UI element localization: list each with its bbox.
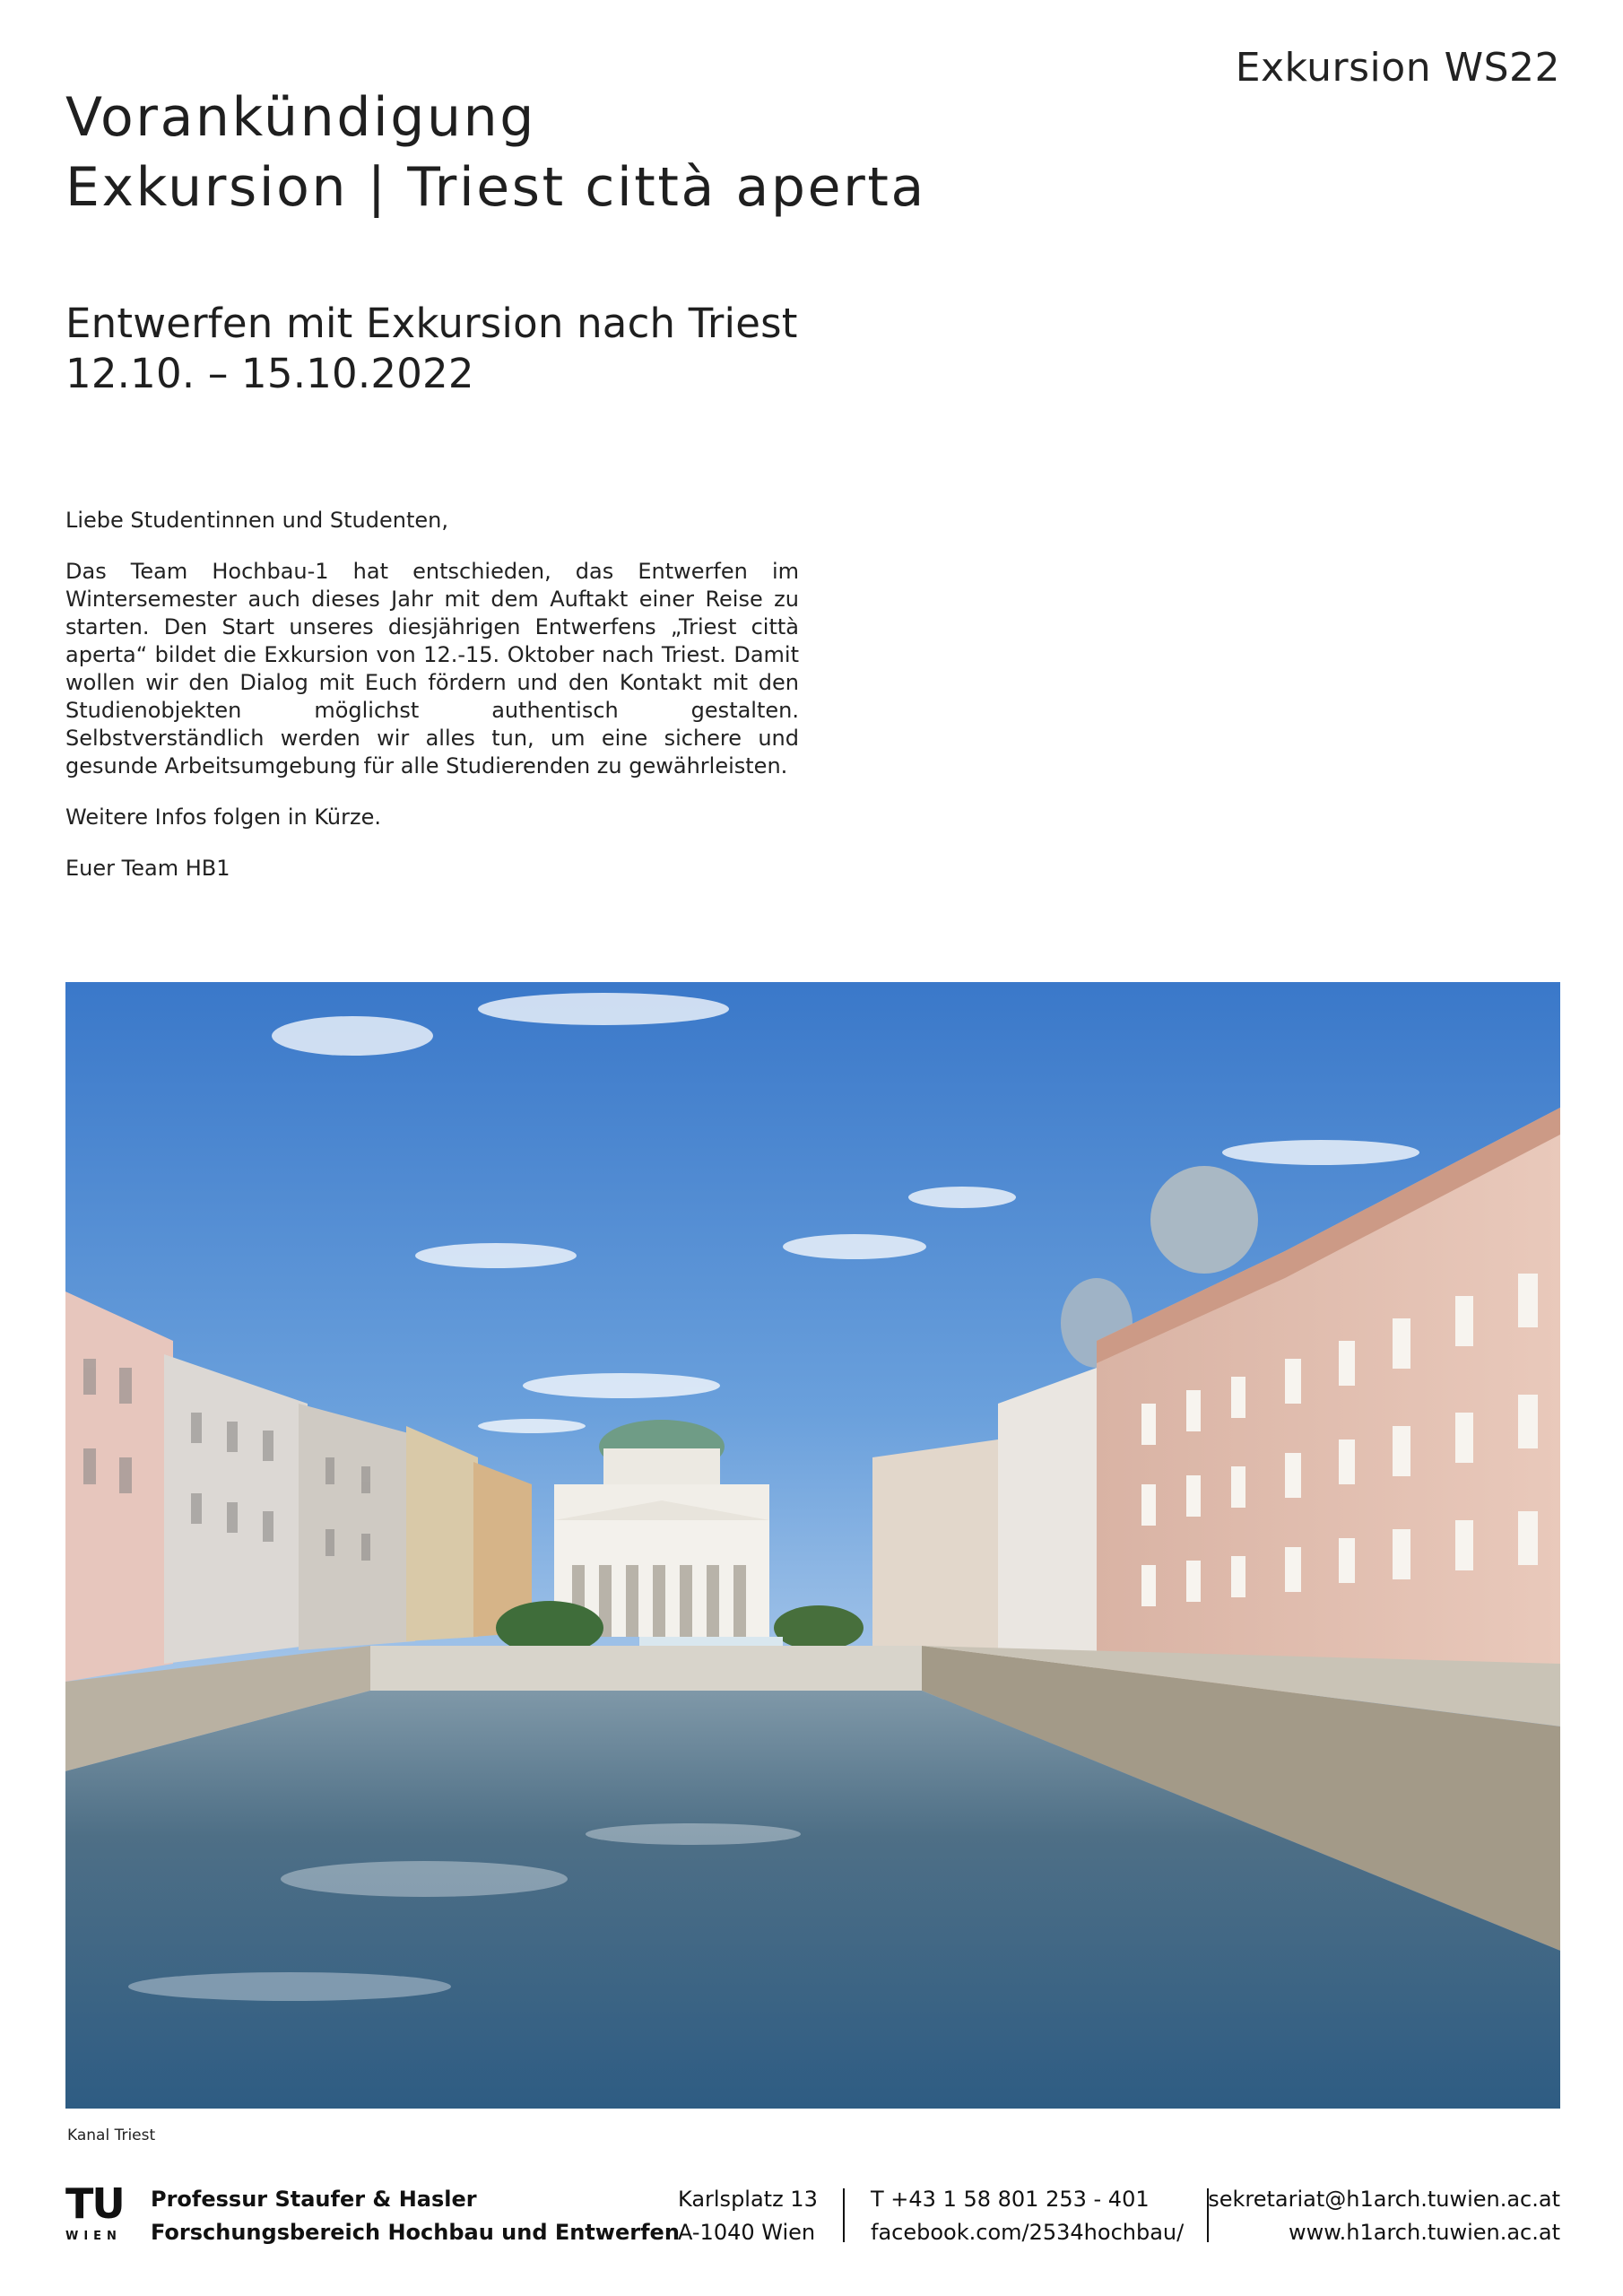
contact-block bbox=[871, 2183, 1184, 2249]
main-title bbox=[65, 83, 926, 222]
announcement-paragraph: Das Team Hochbau-1 hat entschieden, das Entwerfen im Wintersemester auch dieses Jahr mit dem Auftakt einer Reise zu starten. Den Start unseres diesjährigen Entwerfens „Triest città aperta“ bildet die Exkursion von 12.-15. Oktober nach Triest. Damit wollen wir den Dialog mit Euch fördern und den Kontakt mit den Studienobjekten möglichst authentisch gestalten. Selbstverständlich werden wir alles tun, um eine sichere und gesunde Arbeitsumgebung für alle Studierenden zu gewährleisten. bbox=[65, 559, 799, 778]
canal-photo-illustration bbox=[65, 982, 1560, 2109]
salutation: Liebe Studentinnen und Studenten, bbox=[65, 508, 448, 533]
address-city: A-1040 Wien bbox=[678, 2220, 816, 2245]
subtitle bbox=[65, 299, 798, 399]
facebook-link[interactable]: facebook.com/2534hochbau/ bbox=[871, 2220, 1185, 2245]
web-block bbox=[1208, 2183, 1560, 2249]
tu-logo-wien: WIEN bbox=[65, 2230, 122, 2243]
website-link[interactable]: www.h1arch.tuwien.ac.at bbox=[1288, 2220, 1560, 2245]
phone-number: T +43 1 58 801 253 - 401 bbox=[871, 2187, 1150, 2212]
institute-chair: Professur Staufer & Hasler bbox=[151, 2187, 477, 2212]
address-street: Karlsplatz 13 bbox=[678, 2187, 818, 2212]
institute-block bbox=[151, 2183, 680, 2249]
tu-logo-mark: TU bbox=[65, 2179, 124, 2228]
subtitle-line-1: Entwerfen mit Exkursion nach Triest bbox=[65, 300, 798, 347]
subtitle-dates: 12.10. – 15.10.2022 bbox=[65, 350, 474, 397]
canal-photo bbox=[65, 982, 1560, 2109]
institute-department: Forschungsbereich Hochbau und Entwerfen bbox=[151, 2220, 680, 2245]
address-block bbox=[678, 2183, 818, 2249]
tu-wien-logo bbox=[65, 2179, 130, 2246]
email-link[interactable]: sekretariat@h1arch.tuwien.ac.at bbox=[1208, 2187, 1560, 2212]
footer-divider bbox=[843, 2188, 845, 2242]
photo-caption: Kanal Triest bbox=[67, 2126, 156, 2144]
title-line-1: Vorankündigung bbox=[65, 86, 536, 149]
title-line-2: Exkursion | Triest città aperta bbox=[65, 156, 926, 219]
body-text bbox=[65, 507, 799, 906]
signature: Euer Team HB1 bbox=[65, 856, 230, 881]
footer bbox=[65, 2179, 1560, 2251]
course-tag: Exkursion WS22 bbox=[1235, 45, 1560, 91]
info-note: Weitere Infos folgen in Kürze. bbox=[65, 804, 381, 830]
